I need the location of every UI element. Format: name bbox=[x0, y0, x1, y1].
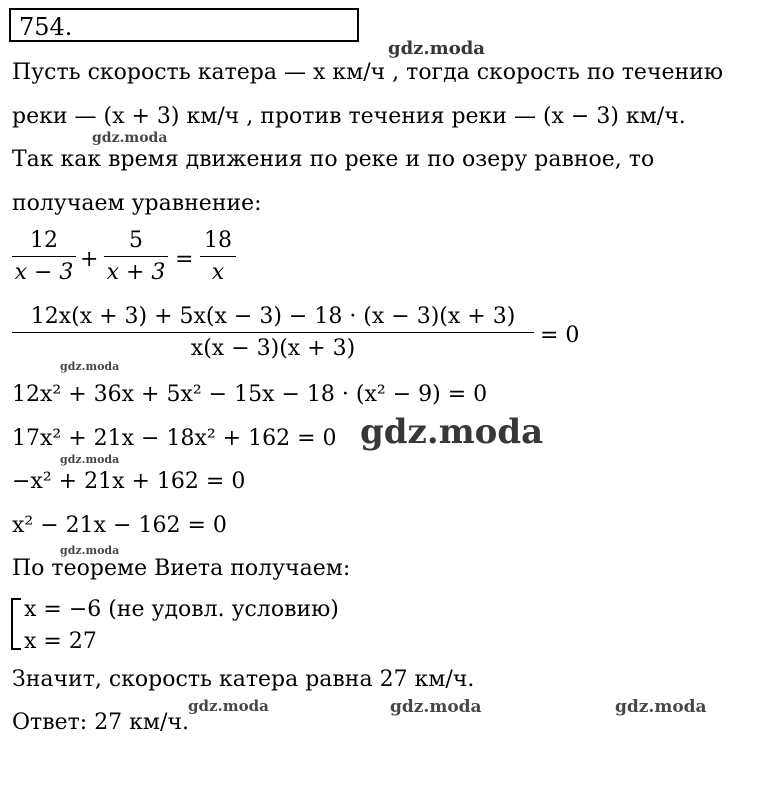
fraction-bar bbox=[12, 256, 76, 257]
watermark: gdz.moda bbox=[60, 544, 120, 557]
equals-zero: = 0 bbox=[540, 323, 580, 348]
fraction-numerator: 12 bbox=[30, 228, 58, 253]
fraction-12-over-x-minus-3 bbox=[12, 228, 76, 285]
step-2: 17x² + 21x − 18x² + 162 = 0 bbox=[12, 426, 337, 451]
fraction-denominator: x + 3 bbox=[106, 260, 166, 285]
text-line-4: получаем уравнение: bbox=[12, 191, 262, 216]
step-1: 12x² + 36x + 5x² − 15x − 18 · (x² − 9) = 0 bbox=[12, 382, 488, 407]
watermark: gdz.moda bbox=[92, 130, 168, 146]
combined-numerator: 12x(x + 3) + 5x(x − 3) − 18 · (x − 3)(x + 3) bbox=[30, 304, 516, 329]
fraction-bar bbox=[104, 256, 168, 257]
watermark: gdz.moda bbox=[615, 697, 707, 717]
text-line-3: Так как время движения по реке и по озеру равное, то bbox=[12, 147, 655, 172]
fraction-18-over-x bbox=[200, 228, 236, 285]
square-bracket bbox=[11, 598, 21, 650]
fraction-denominator: x − 3 bbox=[14, 260, 74, 285]
fraction-bar bbox=[12, 332, 534, 333]
fraction-denominator: x bbox=[211, 260, 225, 285]
combined-denominator: x(x − 3)(x + 3) bbox=[190, 336, 356, 361]
root-1: x = −6 (не удовл. условию) bbox=[24, 597, 339, 622]
watermark: gdz.moda bbox=[60, 360, 120, 373]
fraction-numerator: 5 bbox=[129, 228, 143, 253]
plus-sign: + bbox=[80, 247, 99, 272]
step-3: −x² + 21x + 162 = 0 bbox=[12, 469, 246, 494]
fraction-numerator: 18 bbox=[204, 228, 232, 253]
watermark: gdz.moda bbox=[188, 697, 269, 715]
watermark: gdz.moda bbox=[388, 38, 485, 59]
conclusion-line: Значит, скорость катера равна 27 км/ч. bbox=[12, 667, 475, 692]
problem-number-box bbox=[9, 8, 359, 42]
equals-sign: = bbox=[175, 247, 194, 272]
fraction-bar bbox=[200, 256, 236, 257]
text-line-2: реки — (x + 3) км/ч , против течения реки — (x − 3) км/ч. bbox=[12, 104, 686, 129]
text-line-1: Пусть скорость катера — x км/ч , тогда скорость по течению bbox=[12, 60, 723, 85]
root-2: x = 27 bbox=[24, 629, 97, 654]
problem-number: 754. bbox=[19, 13, 73, 41]
vieta-line: По теореме Виета получаем: bbox=[12, 556, 351, 581]
watermark: gdz.moda bbox=[360, 412, 544, 452]
watermark: gdz.moda bbox=[60, 453, 120, 466]
answer-line: Ответ: 27 км/ч. bbox=[12, 710, 189, 735]
fraction-5-over-x-plus-3 bbox=[104, 228, 168, 285]
step-4: x² − 21x − 162 = 0 bbox=[12, 513, 227, 538]
combined-fraction bbox=[12, 304, 534, 361]
watermark: gdz.moda bbox=[390, 697, 482, 717]
